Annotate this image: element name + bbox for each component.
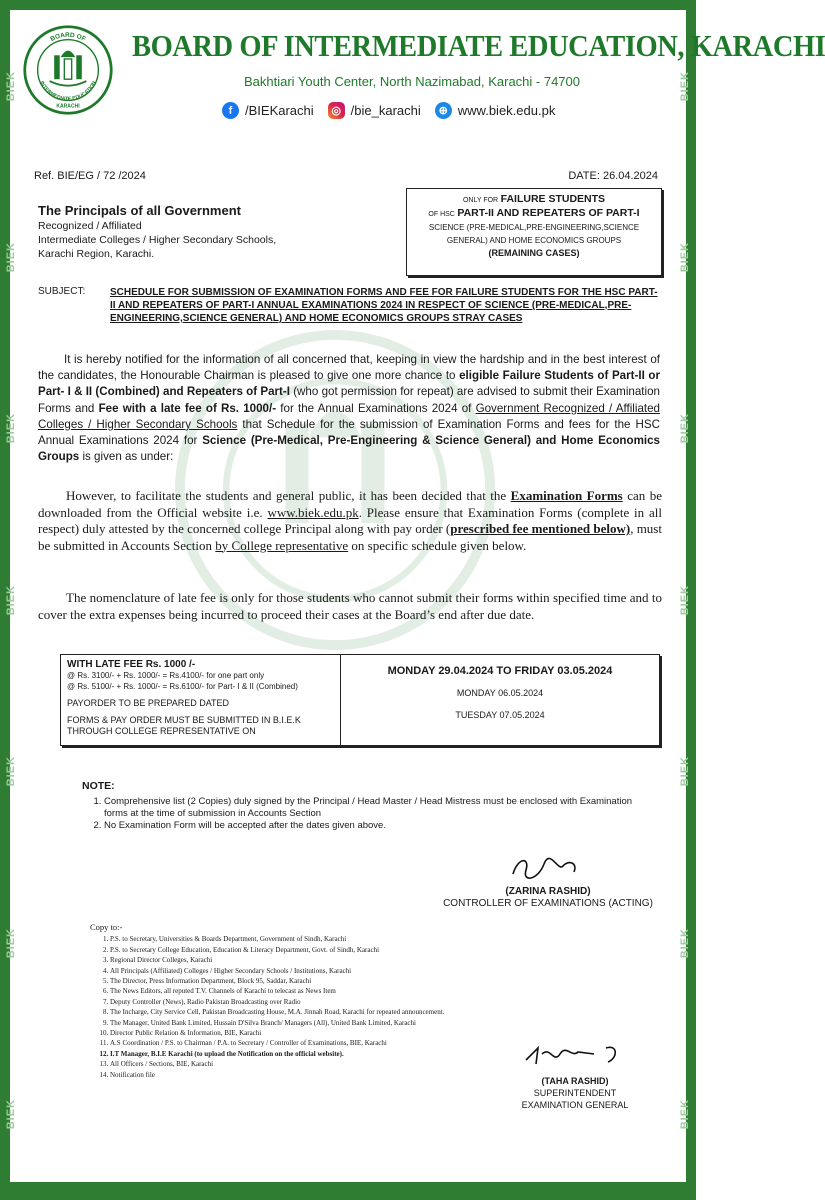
superintendent-signature: (TAHA RASHID) SUPERINTENDENT EXAMINATION GENERAL bbox=[500, 1040, 650, 1111]
schedule-dates: MONDAY 29.04.2024 TO FRIDAY 03.05.2024 MONDAY 06.05.2024 TUESDAY 07.05.2024 bbox=[387, 665, 613, 720]
paragraph-notice: It is hereby notified for the information of all concerned that, keeping in view the hardship and in the best interest of the candidates, the Honourable Chairman is pleased to give one more chance to eligible Failure Students of Part-II or Part- I & II (Combined) and Repeaters of Part-I (who got permission for repeat) are advised to submit their Examination Forms and Fee with a late fee of Rs. 1000/- for the Annual Examinations 2024 of Government Recognized / Affiliated Colleges / Higher Secondary Schools that Schedule for the submission of Examination Forms and fees for the HSC Annual Examinations 2024 for Science (Pre-Medical, Pre-Engineering & Science General) and Home Economics Groups is given as under: bbox=[38, 353, 661, 464]
bottom-border bbox=[0, 1182, 696, 1200]
note-item: 2. No Examination Form will be accepted after the dates given above. bbox=[104, 820, 650, 832]
copy-item: 4. All Principals (Affiliated) Colleges / Higher Secondary Schools / Institutions, Karachi bbox=[110, 966, 530, 976]
subject-line: SUBJECT: SCHEDULE FOR SUBMISSION OF EXAMINATION FORMS AND FEE FOR FAILURE STUDENTS FOR THE HSC PART-II AND REPEATERS OF PART-I ANNUAL EXAMINATIONS 2024 IN RESPECT OF SCIENCE (PRE-MEDICAL,PRE-ENGINEERING,SCIENCE GENERAL) AND HOME ECONOMICS GROUPS STRAY CASES bbox=[38, 286, 658, 324]
svg-text:INTERMEDIATE EDUCATION: INTERMEDIATE EDUCATION bbox=[38, 80, 98, 103]
reference-number: Ref. BIE/EG / 72 /2024 bbox=[34, 170, 146, 182]
board-address: Bakhtiari Youth Center, North Nazimabad, Karachi - 74700 bbox=[243, 74, 581, 89]
instagram-link[interactable]: ◎ /bie_karachi bbox=[328, 102, 421, 119]
copy-item: 5. The Director, Press Information Department, Block 95, Saddar, Karachi bbox=[110, 976, 530, 986]
top-border bbox=[0, 0, 696, 10]
website-link-text[interactable]: www.biek.edu.pk bbox=[267, 504, 359, 520]
failure-students-box: ONLY FOR FAILURE STUDENTS OF HSC PART-II AND REPEATERS OF PART-I SCIENCE (PRE-MEDICAL,PRE-ENGINEERING,SCIENCE GENERAL) AND HOME ECONOMICS GROUPS (REMAINING CASES) bbox=[406, 188, 662, 276]
copy-item: 8. The Incharge, City Service Cell, Pakistan Broadcasting House, M.A. Jinnah Road, Karachi for repeated announcement. bbox=[110, 1007, 530, 1017]
copy-item: 9. The Manager, United Bank Limited, Hussain D'Silva Branch/ Managers (All), United Bank Limited, Karachi bbox=[110, 1018, 530, 1028]
letterhead bbox=[22, 18, 825, 136]
left-side-watermark: BIEK BIEK BIEK BIEK BIEK BIEK BIEK bbox=[5, 70, 17, 1130]
facebook-icon: f bbox=[222, 102, 239, 119]
copy-item: 3. Regional Director Colleges, Karachi bbox=[110, 955, 530, 965]
website-link[interactable]: ⊕ www.biek.edu.pk bbox=[435, 102, 556, 119]
notes-section: NOTE: 1. Comprehensive list (2 Copies) duly signed by the Principal / Head Master / Head Mistress must be enclosed with Examination forms at the time of submission in Accounts Section 2. No Examination Form will be accepted after the dates given above. bbox=[80, 780, 650, 832]
copy-to-list: Copy to:- 1. P.S. to Secretary, Universities & Boards Department, Government of Sindh, Karachi 2. P.S. to Secretary College Education, Education & Literacy Department, Govt. of Sindh, Karachi 3. Regional Director Colleges, Karachi 4. All Principals (Affiliated) Colleges / Higher Secondary Schools / Institutions, Karachi 5. The Director, Press Information Department, Block 95, Saddar, Karachi 6. The News Editors, all reputed T.V. Channels of Karachi to telecast as News Item 7. Deputy Controller (News), Radio Pakistan Broadcasting over Radio 8. The Incharge, City Service Cell, Pakistan Broadcasting House, M.A. Jinnah Road, Karachi for repeated announcement. 9. The Manager, United Bank Limited, Hussain D'Silva Branch/ Managers (All), United Bank Limited, Karachi 10. Director Public Relation & Information, BIE, Karachi 11. A.S Coordination / P.S. to Chairman / P.A. to Secretary / Controller of Examinations, BIE, Karachi 12. I.T Manager, B.I.E Karachi (to upload the Notification on the official website). 13. All Officers / Sections, BIE, Karachi 14. Notification file bbox=[90, 922, 530, 1080]
board-title: BOARD OF INTERMEDIATE EDUCATION, KARACHI bbox=[132, 28, 825, 63]
right-side-watermark: BIEK BIEK BIEK BIEK BIEK BIEK BIEK bbox=[679, 70, 691, 1130]
letter-date: DATE: 26.04.2024 bbox=[568, 170, 658, 182]
copy-item: 14. Notification file bbox=[110, 1070, 530, 1080]
copy-item: 6. The News Editors, all reputed T.V. Channels of Karachi to telecast as News Item bbox=[110, 986, 530, 996]
signature-scribble-icon bbox=[520, 1040, 630, 1072]
copy-item: 11. A.S Coordination / P.S. to Chairman / P.A. to Secretary / Controller of Examinations, BIE, Karachi bbox=[110, 1038, 530, 1048]
signature-scribble-icon bbox=[508, 852, 588, 882]
instagram-icon: ◎ bbox=[328, 102, 345, 119]
copy-item: 10. Director Public Relation & Information, BIE, Karachi bbox=[110, 1028, 530, 1038]
controller-signature: (ZARINA RASHID) CONTROLLER OF EXAMINATIONS (ACTING) bbox=[438, 852, 658, 910]
board-logo-icon bbox=[22, 24, 114, 116]
copy-item: 2. P.S. to Secretary College Education, Education & Literacy Department, Govt. of Sindh, Karachi bbox=[110, 945, 530, 955]
schedule-labels: WITH LATE FEE Rs. 1000 /- @ Rs. 3100/- + Rs. 1000/- = Rs.4100/- for one part only @ Rs. 5100/- + Rs. 1000/- = Rs.6100/- for Part- I & II (Combined) PAYORDER TO BE PREPARED DATED FORMS & PAY ORDER MUST BE SUBMITTED IN B.I.E.K THROUGH COLLEGE REPRESENTATIVE ON bbox=[61, 655, 341, 745]
letter-body bbox=[30, 140, 666, 1180]
copy-item: 7. Deputy Controller (News), Radio Pakistan Broadcasting over Radio bbox=[110, 997, 530, 1007]
schedule-table bbox=[60, 654, 660, 746]
recipient-block: The Principals of all Government Recognized / Affiliated Intermediate Colleges / Higher Secondary Schools, Karachi Region, Karachi. bbox=[38, 203, 277, 260]
note-item: 1. Comprehensive list (2 Copies) duly signed by the Principal / Head Master / Head Mistress must be enclosed with Examination forms at the time of submission in Accounts Section bbox=[104, 796, 650, 820]
svg-text:BOARD OF: BOARD OF bbox=[49, 31, 87, 43]
paragraph-download: However, to facilitate the students and general public, it has been decided that the Examination Forms can be downloaded from the Official website i.e. www.biek.edu.pk. Please ensure that Examination Forms (complete in all respect) duly attested by the concerned college Principal along with pay order (prescribed fee mentioned below), must be submitted in Accounts Section by College representative on specific schedule given below. bbox=[38, 488, 662, 553]
copy-item: 13. All Officers / Sections, BIE, Karachi bbox=[110, 1059, 530, 1069]
facebook-link[interactable]: f /BIEKarachi bbox=[222, 102, 314, 119]
globe-icon: ⊕ bbox=[435, 102, 452, 119]
paragraph-late-fee: The nomenclature of late fee is only for those students who cannot submit their forms within specified time and to cover the extra expenses being incurred to proceed their cases at the Board’s end after due date. bbox=[38, 590, 662, 622]
copy-item: 1. P.S. to Secretary, Universities & Boards Department, Government of Sindh, Karachi bbox=[110, 934, 530, 944]
social-links bbox=[222, 102, 555, 119]
copy-item: 12. I.T Manager, B.I.E Karachi (to upload the Notification on the official website). bbox=[110, 1049, 530, 1059]
svg-text:KARACHI: KARACHI bbox=[56, 103, 80, 110]
